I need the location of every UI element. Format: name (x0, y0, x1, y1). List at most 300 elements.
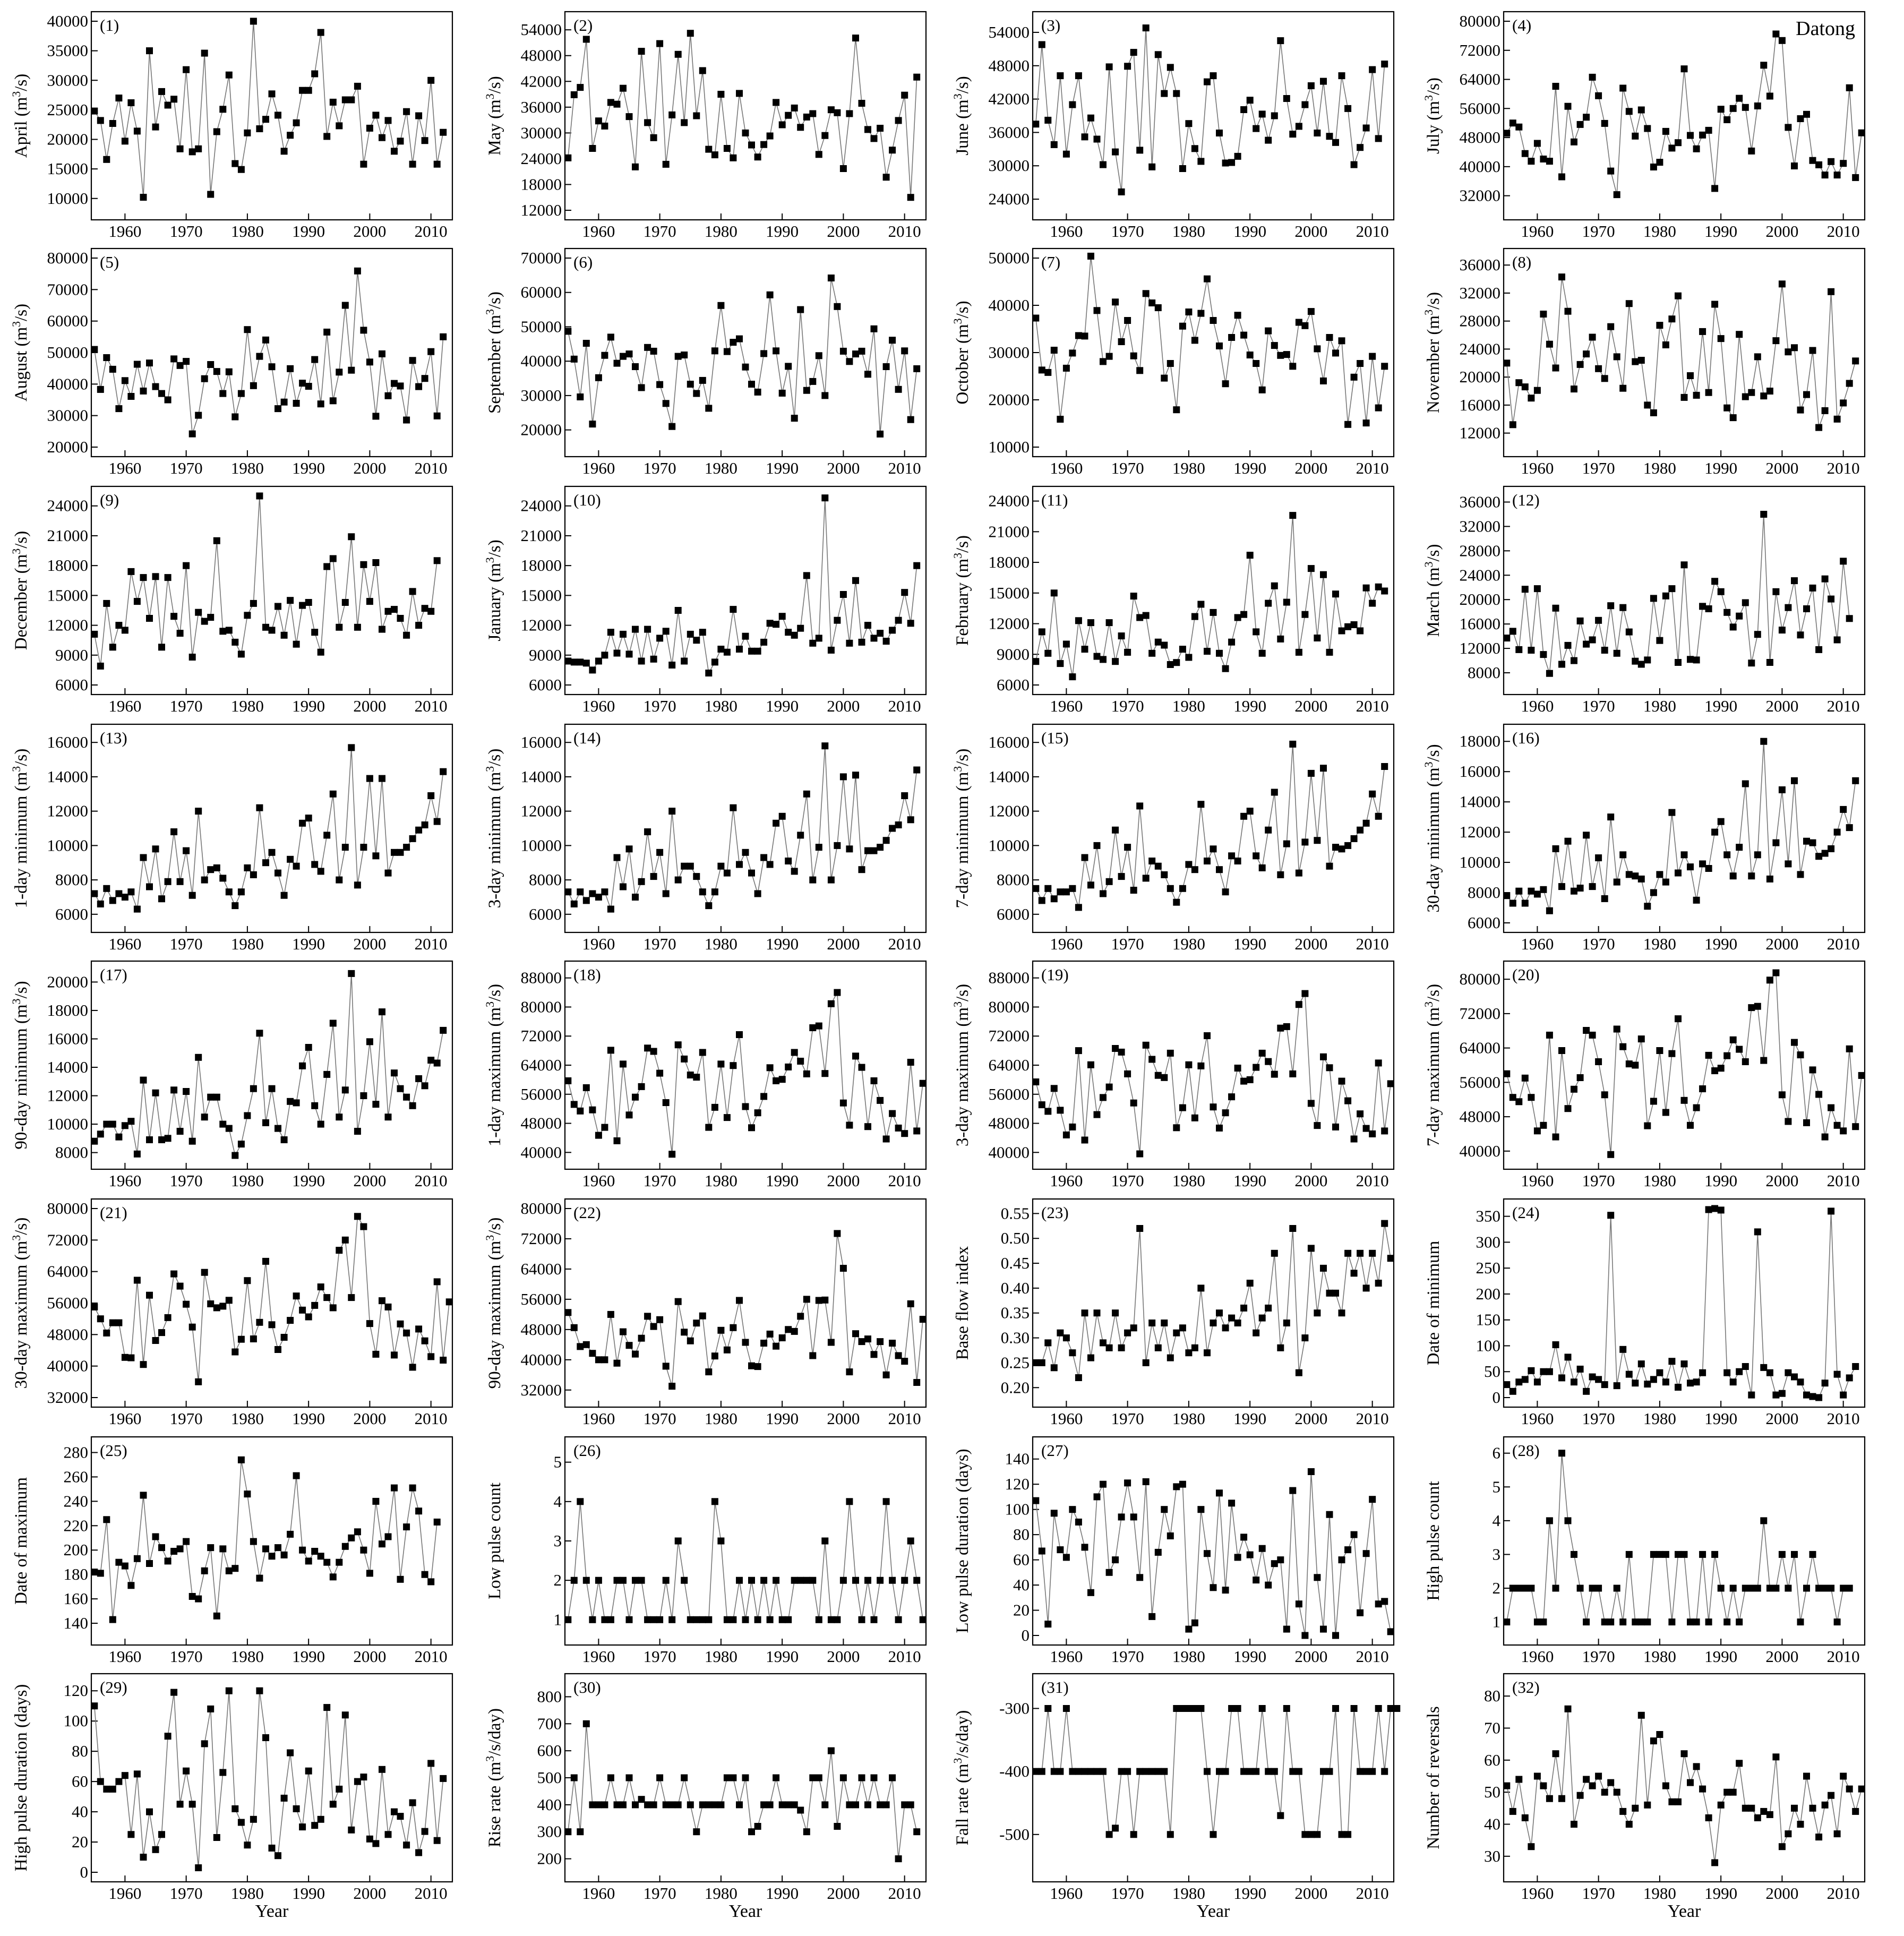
x-tick-label: 1960 (1050, 935, 1083, 953)
data-point (1754, 631, 1761, 638)
data-point (318, 400, 324, 407)
data-point (434, 818, 441, 825)
data-point (1136, 614, 1143, 621)
data-point (1619, 1043, 1626, 1050)
y-axis-label: Fall rate $(m^3/s/day)$ (950, 1710, 972, 1846)
data-point (1619, 851, 1626, 858)
plot-frame (91, 1199, 452, 1407)
data-point (883, 638, 890, 645)
data-point (1687, 1779, 1694, 1786)
data-point (250, 1335, 257, 1342)
data-point (97, 1570, 104, 1577)
data-point (1063, 888, 1070, 895)
data-point (748, 142, 755, 149)
data-point (1191, 613, 1198, 620)
data-point (1705, 865, 1712, 872)
x-tick-label: 1990 (766, 1171, 799, 1190)
data-point (1656, 1369, 1663, 1376)
data-point (244, 1841, 251, 1848)
data-point (201, 1269, 208, 1276)
data-point (1515, 1378, 1522, 1385)
data-point (1785, 1585, 1791, 1592)
data-point (1503, 1618, 1510, 1625)
data-point (864, 371, 871, 378)
data-point (1803, 1392, 1810, 1399)
y-tick-label: 5 (553, 1452, 562, 1471)
data-point (1607, 1212, 1614, 1219)
data-point (1510, 119, 1516, 126)
data-point (427, 1353, 434, 1360)
data-point (779, 122, 786, 129)
data-point (1179, 1104, 1186, 1111)
data-point (840, 1265, 847, 1272)
data-point (177, 1545, 184, 1552)
data-point (152, 1090, 159, 1097)
data-point (1711, 829, 1718, 836)
data-point (1571, 1821, 1577, 1828)
y-axis-label: Low pulse duration (days) (953, 1449, 972, 1633)
data-point (250, 382, 257, 389)
data-point (1515, 1585, 1522, 1592)
data-point (1094, 1111, 1101, 1118)
data-point (330, 555, 337, 562)
y-axis-label: August $(m^3/s)$ (9, 303, 31, 402)
data-point (1326, 1768, 1333, 1775)
y-tick-label: 20000 (1459, 590, 1500, 609)
y-tick-label: 100 (1476, 1336, 1500, 1355)
panel-number: (20) (1512, 965, 1540, 984)
data-point (1143, 24, 1150, 31)
data-point (1718, 1206, 1725, 1213)
data-point (791, 1049, 798, 1056)
data-point (668, 1151, 675, 1158)
data-point (668, 112, 675, 118)
data-point (1742, 104, 1749, 111)
data-point (1791, 1374, 1798, 1381)
data-point (293, 400, 300, 407)
data-point (1082, 332, 1088, 339)
data-point (1240, 1078, 1247, 1085)
data-point (564, 658, 571, 665)
data-point (1711, 1067, 1718, 1074)
data-point (1185, 1349, 1192, 1356)
data-point (1858, 1786, 1865, 1793)
data-point (158, 895, 165, 902)
data-point (219, 1769, 226, 1776)
data-point (1301, 990, 1308, 997)
data-point (323, 563, 330, 570)
data-point (583, 340, 590, 347)
data-point (571, 1101, 578, 1108)
y-tick-label: 16000 (1459, 395, 1500, 414)
data-point (1271, 1071, 1278, 1078)
data-point (1668, 315, 1675, 322)
data-point (1289, 363, 1296, 370)
data-point (1815, 1585, 1822, 1592)
data-point (1259, 1050, 1266, 1057)
data-point (1185, 309, 1192, 315)
y-tick-label: 240 (63, 1492, 88, 1511)
x-tick-label: 1970 (1582, 697, 1615, 715)
series-line (1036, 1472, 1391, 1636)
data-point (638, 1577, 645, 1584)
data-point (693, 1828, 700, 1835)
data-point (287, 132, 294, 139)
data-point (97, 901, 104, 907)
y-tick-label: 54000 (520, 20, 562, 39)
data-point (742, 1616, 749, 1623)
data-point (1277, 636, 1284, 643)
y-axis-label: 3-day maximum $(m^3/s)$ (950, 983, 972, 1147)
x-tick-label: 2000 (1765, 1884, 1799, 1903)
data-point (1803, 1119, 1810, 1126)
x-tick-label: 1980 (1643, 1409, 1676, 1428)
data-point (583, 36, 590, 43)
y-tick-label: 80000 (47, 249, 88, 267)
data-point (1148, 858, 1155, 864)
data-point (1840, 558, 1847, 564)
data-point (577, 888, 584, 895)
y-tick-label: 10000 (520, 836, 562, 855)
data-point (1326, 334, 1333, 341)
data-point (134, 1277, 141, 1284)
x-axis-label: Year (1196, 1901, 1230, 1921)
data-point (663, 1577, 670, 1584)
data-point (342, 97, 349, 104)
data-point (1644, 1802, 1651, 1809)
data-point (828, 1747, 835, 1754)
data-point (115, 1134, 122, 1141)
data-point (920, 1316, 927, 1323)
panel-number: (12) (1512, 491, 1540, 509)
data-point (1032, 315, 1039, 322)
data-point (1277, 1812, 1284, 1819)
data-point (1118, 1513, 1125, 1520)
data-point (269, 1321, 276, 1328)
y-axis-label: December $(m^3/s)$ (9, 530, 31, 650)
data-point (1760, 62, 1767, 68)
data-point (589, 1107, 596, 1113)
data-point (760, 1577, 767, 1584)
data-point (1112, 1824, 1119, 1831)
data-point (1607, 323, 1614, 330)
data-point (1553, 365, 1559, 372)
data-point (262, 859, 269, 866)
data-point (379, 1766, 385, 1773)
data-point (403, 1841, 410, 1848)
data-point (913, 1577, 920, 1584)
data-point (1797, 871, 1804, 878)
data-point (779, 813, 786, 820)
data-point (1387, 1628, 1394, 1635)
data-point (1075, 1374, 1082, 1381)
x-tick-label: 1990 (292, 1647, 325, 1666)
data-point (1155, 1344, 1162, 1351)
data-point (1571, 1551, 1577, 1558)
data-point (422, 1338, 428, 1344)
data-point (1124, 317, 1131, 324)
y-tick-label: 18000 (1459, 732, 1500, 751)
data-point (1032, 1497, 1039, 1504)
data-point (1754, 1003, 1761, 1010)
data-point (1754, 102, 1761, 109)
data-point (803, 791, 810, 798)
data-point (183, 562, 190, 569)
data-point (1528, 1094, 1534, 1101)
data-point (1791, 777, 1798, 784)
y-tick-label: 88000 (988, 968, 1030, 987)
data-point (607, 906, 614, 913)
y-tick-label: 8000 (1468, 663, 1500, 682)
y-tick-label: 40 (1013, 1575, 1030, 1595)
y-tick-label: 40000 (47, 374, 88, 393)
data-point (1082, 1544, 1088, 1550)
panel-number: (14) (573, 729, 601, 747)
data-point (852, 1577, 859, 1584)
data-point (681, 1056, 688, 1063)
data-point (226, 1567, 233, 1574)
data-point (1534, 140, 1541, 147)
y-tick-label: 24000 (988, 190, 1030, 209)
y-tick-label: 0 (80, 1863, 88, 1881)
data-point (103, 1786, 110, 1793)
data-point (564, 1077, 571, 1084)
data-point (852, 350, 859, 357)
data-point (434, 1519, 441, 1526)
chart-panel-27 (953, 1437, 1394, 1666)
data-point (1265, 1058, 1272, 1065)
data-point (1173, 899, 1180, 906)
data-point (711, 347, 718, 354)
data-point (1247, 1768, 1254, 1775)
y-tick-label: 14000 (47, 1058, 88, 1077)
data-point (1760, 1808, 1767, 1815)
data-point (1253, 125, 1259, 132)
data-point (693, 873, 700, 880)
data-point (656, 635, 663, 641)
data-point (391, 380, 398, 387)
data-point (1265, 328, 1272, 335)
y-tick-label: 50000 (47, 343, 88, 362)
y-tick-label: 0.45 (1000, 1254, 1030, 1273)
data-point (1204, 79, 1211, 85)
data-point (115, 1778, 122, 1785)
data-point (1668, 1050, 1675, 1057)
x-tick-label: 1990 (292, 1884, 325, 1903)
data-point (601, 888, 608, 895)
data-point (877, 1801, 884, 1808)
data-point (1369, 1250, 1376, 1257)
data-point (422, 1082, 428, 1089)
y-tick-label: 56000 (1459, 99, 1500, 118)
data-point (1216, 1489, 1223, 1496)
y-tick-label: 12000 (47, 801, 88, 820)
data-point (607, 1775, 614, 1781)
y-tick-label: 48000 (1459, 1107, 1500, 1126)
data-point (785, 629, 792, 636)
data-point (846, 845, 853, 852)
data-point (1846, 1585, 1853, 1592)
data-point (189, 431, 196, 438)
data-point (1393, 1705, 1400, 1712)
data-point (1558, 1047, 1565, 1054)
data-point (366, 598, 373, 605)
data-point (1650, 595, 1657, 602)
y-tick-label: 80000 (988, 997, 1030, 1016)
x-tick-label: 1970 (169, 1884, 203, 1903)
y-tick-label: 20 (72, 1832, 88, 1852)
data-point (1057, 888, 1064, 895)
x-tick-label: 2010 (888, 1884, 921, 1903)
data-point (864, 1801, 871, 1808)
data-point (103, 600, 110, 607)
y-tick-label: 0.55 (1000, 1204, 1030, 1223)
data-point (816, 1775, 822, 1781)
data-point (281, 1136, 288, 1143)
data-point (1112, 1309, 1119, 1316)
data-point (1522, 900, 1529, 907)
data-point (1351, 1531, 1358, 1538)
data-point (354, 268, 361, 275)
data-point (1723, 851, 1730, 858)
data-point (1852, 1123, 1859, 1130)
data-point (736, 861, 743, 868)
data-point (336, 1786, 342, 1793)
x-tick-label: 1990 (766, 1409, 799, 1428)
data-point (1210, 609, 1217, 616)
data-point (231, 1805, 238, 1812)
data-point (797, 625, 804, 632)
data-point (1809, 1393, 1816, 1400)
data-point (656, 1070, 663, 1077)
data-point (293, 1099, 300, 1106)
data-point (366, 1320, 373, 1327)
x-tick-label: 1990 (1704, 1884, 1738, 1903)
data-point (1197, 601, 1204, 608)
data-point (1161, 642, 1168, 649)
data-point (1754, 1814, 1761, 1821)
data-point (730, 1324, 736, 1331)
data-point (717, 302, 724, 309)
data-point (281, 148, 288, 155)
data-point (1632, 1380, 1639, 1386)
data-point (1112, 827, 1119, 834)
y-tick-label: 40000 (988, 1143, 1030, 1162)
data-point (1069, 885, 1076, 892)
data-point (1662, 1378, 1669, 1385)
data-point (614, 101, 621, 108)
series-line (95, 973, 443, 1155)
y-tick-label: 20000 (988, 390, 1030, 409)
data-point (1161, 871, 1168, 878)
chart-panel-5 (10, 249, 453, 477)
data-point (1515, 124, 1522, 131)
data-point (1681, 1551, 1688, 1558)
data-point (165, 1314, 171, 1321)
data-point (760, 854, 767, 861)
x-tick-label: 1990 (292, 1409, 325, 1428)
data-point (269, 1845, 276, 1852)
data-point (1069, 1768, 1076, 1775)
data-point (397, 1576, 404, 1583)
data-point (231, 414, 238, 421)
data-point (767, 1064, 774, 1071)
data-point (913, 562, 920, 569)
data-point (1619, 385, 1626, 392)
data-point (1803, 605, 1810, 612)
x-tick-label: 2010 (888, 697, 921, 715)
data-point (262, 624, 269, 631)
data-point (1846, 84, 1853, 91)
data-point (1662, 1783, 1669, 1789)
data-point (238, 1336, 245, 1343)
data-point (717, 91, 724, 98)
data-point (1809, 839, 1816, 846)
data-point (821, 1070, 828, 1077)
data-point (1577, 885, 1584, 892)
data-point (846, 358, 853, 365)
data-point (1668, 585, 1675, 592)
x-tick-label: 1960 (1521, 222, 1554, 241)
data-point (170, 1689, 177, 1696)
data-point (632, 1094, 639, 1101)
data-point (607, 333, 614, 340)
data-point (889, 1340, 896, 1347)
chart-panel-21 (10, 1199, 453, 1428)
data-point (103, 885, 110, 892)
data-point (1558, 883, 1565, 890)
data-point (1375, 1705, 1382, 1712)
data-point (1375, 1600, 1382, 1607)
data-point (140, 854, 147, 861)
data-point (785, 363, 792, 370)
data-point (281, 1795, 288, 1802)
y-tick-label: 24000 (1459, 339, 1500, 358)
data-point (1681, 1097, 1688, 1104)
data-point (1718, 818, 1725, 825)
data-point (644, 1801, 651, 1808)
data-point (1699, 860, 1706, 867)
data-point (1351, 1270, 1358, 1277)
data-point (1314, 130, 1320, 136)
y-tick-label: 80000 (47, 1199, 88, 1218)
data-point (877, 630, 884, 637)
x-tick-label: 1980 (1172, 222, 1205, 241)
y-tick-label: 70000 (520, 249, 562, 267)
data-point (1222, 1109, 1229, 1116)
data-point (1240, 106, 1247, 113)
data-point (577, 1343, 584, 1350)
data-point (1185, 861, 1192, 868)
data-point (687, 381, 694, 388)
y-tick-label: 72000 (47, 1230, 88, 1249)
data-point (1314, 1831, 1320, 1838)
data-point (122, 377, 128, 384)
data-point (1063, 1554, 1070, 1561)
y-tick-label: 20000 (1459, 367, 1500, 387)
data-point (360, 561, 367, 568)
data-point (415, 827, 422, 834)
data-point (1540, 311, 1547, 318)
data-point (1289, 131, 1296, 138)
data-point (1082, 1137, 1088, 1144)
data-point (1852, 357, 1859, 364)
x-tick-label: 2010 (1356, 222, 1389, 241)
data-point (1515, 379, 1522, 386)
data-point (1087, 1768, 1094, 1775)
data-point (366, 1038, 373, 1045)
data-point (109, 366, 116, 373)
